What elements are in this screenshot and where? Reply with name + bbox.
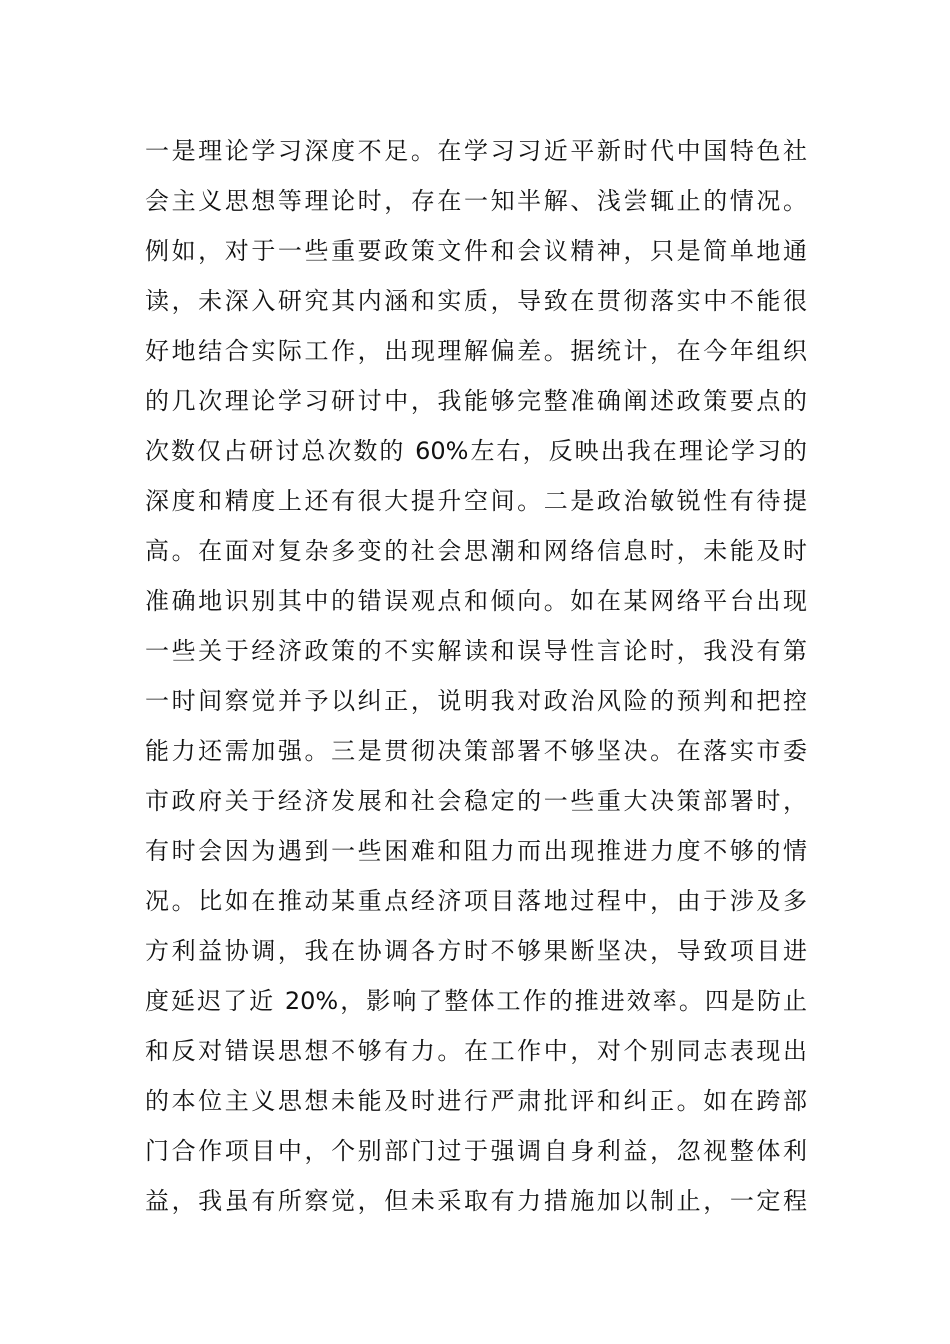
text-line: 一是理论学习深度不足。在学习习近平新时代中国特色社 (145, 137, 807, 165)
document-body (145, 126, 807, 1226)
text-line: 能力还需加强。三是贯彻决策部署不够坚决。在落实市委 (145, 737, 807, 765)
text-line: 准确地识别其中的错误观点和倾向。如在某网络平台出现 (145, 587, 807, 615)
text-line: 会主义思想等理论时，存在一知半解、浅尝辄止的情况。 (145, 187, 807, 215)
text-line: 高。在面对复杂多变的社会思潮和网络信息时，未能及时 (145, 537, 807, 565)
text-line: 的几次理论学习研讨中，我能够完整准确阐述政策要点的 (145, 387, 807, 415)
text-line: 门合作项目中，个别部门过于强调自身利益，忽视整体利 (145, 1137, 807, 1165)
text-line: 和反对错误思想不够有力。在工作中，对个别同志表现出 (145, 1037, 807, 1065)
text-line: 深度和精度上还有很大提升空间。二是政治敏锐性有待提 (145, 487, 807, 515)
text-line: 次数仅占研讨总次数的 60%左右，反映出我在理论学习的 (145, 437, 807, 465)
text-line: 方利益协调，我在协调各方时不够果断坚决，导致项目进 (145, 937, 807, 965)
text-line: 一时间察觉并予以纠正，说明我对政治风险的预判和把控 (145, 687, 807, 715)
text-line: 度延迟了近 20%，影响了整体工作的推进效率。四是防止 (145, 987, 807, 1015)
text-line: 益，我虽有所察觉，但未采取有力措施加以制止，一定程 (145, 1187, 807, 1215)
text-line: 市政府关于经济发展和社会稳定的一些重大决策部署时， (145, 787, 807, 815)
text-line: 读，未深入研究其内涵和实质，导致在贯彻落实中不能很 (145, 287, 807, 315)
text-line: 一些关于经济政策的不实解读和误导性言论时，我没有第 (145, 637, 807, 665)
text-line: 例如，对于一些重要政策文件和会议精神，只是简单地通 (145, 237, 807, 265)
text-line: 况。比如在推动某重点经济项目落地过程中，由于涉及多 (145, 887, 807, 915)
text-line: 有时会因为遇到一些困难和阻力而出现推进力度不够的情 (145, 837, 807, 865)
text-line: 好地结合实际工作，出现理解偏差。据统计，在今年组织 (145, 337, 807, 365)
text-line: 的本位主义思想未能及时进行严肃批评和纠正。如在跨部 (145, 1087, 807, 1115)
